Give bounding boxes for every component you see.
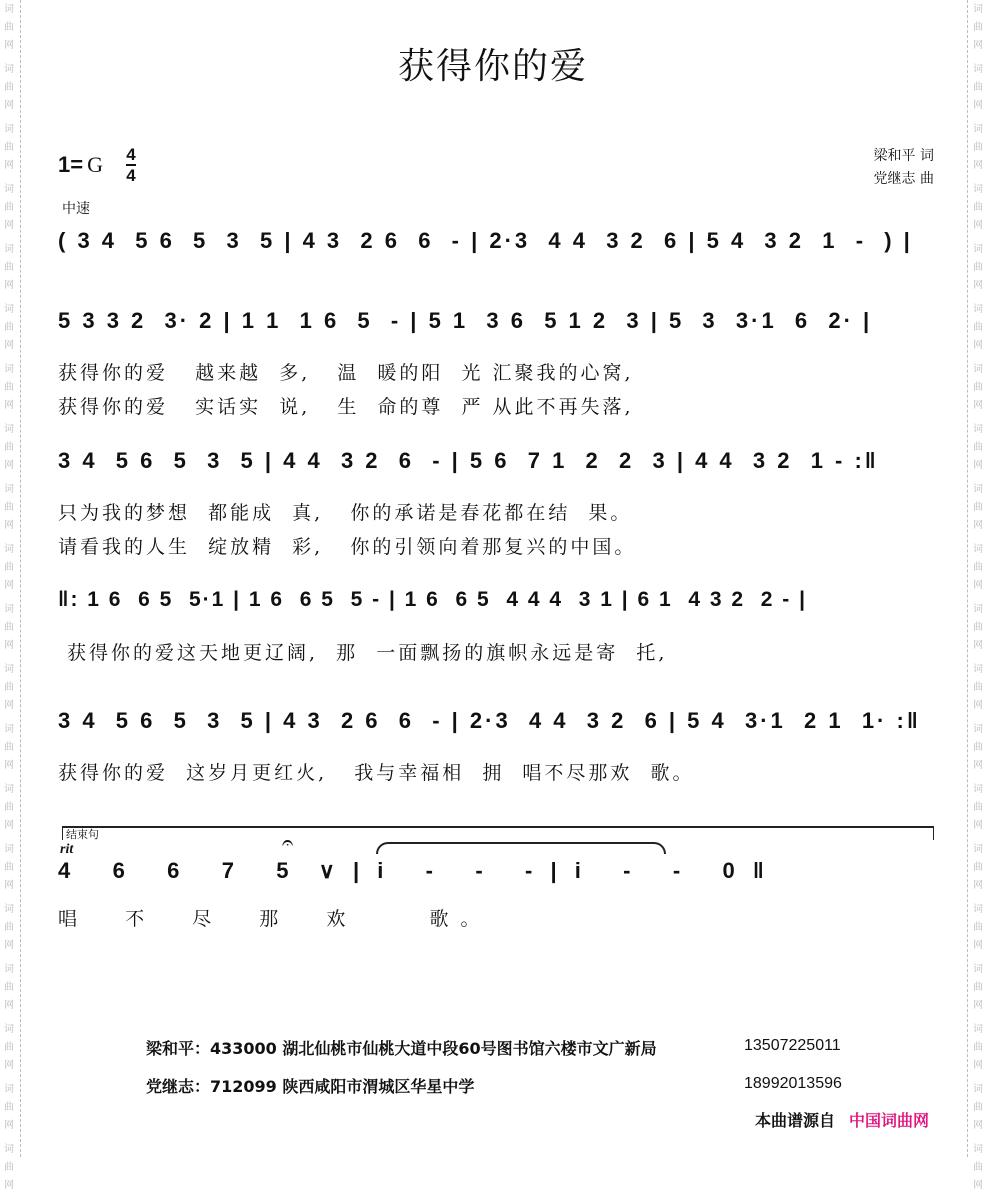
watermark-glyph: 网	[4, 400, 14, 411]
notation-row-ending	[58, 858, 934, 930]
watermark-glyph: 词	[4, 544, 14, 555]
watermark-glyph: 词	[4, 124, 14, 135]
watermark-glyph: 词	[973, 784, 983, 795]
watermark-glyph: 词	[4, 1024, 14, 1035]
watermark-glyph: 曲	[973, 922, 983, 933]
watermark-glyph: 网	[4, 580, 14, 591]
lyric-line-1: 唱 不 尽 那 欢 歌。	[58, 908, 492, 930]
lyric-line-1: 只为我的梦想 都能成 真, 你的承诺是春花都在结 果。	[58, 502, 633, 524]
watermark-glyph: 网	[4, 700, 14, 711]
watermark-glyph: 曲	[4, 142, 14, 153]
watermark-glyph: 词	[4, 304, 14, 315]
watermark-glyph: 词	[4, 184, 14, 195]
watermark-glyph: 曲	[4, 622, 14, 633]
contact-composer: 党继志：712099 陕西咸阳市渭城区华星中学	[146, 1077, 475, 1096]
tempo-marking: 中速	[62, 201, 90, 217]
jianpu-notes: 4 6 6 7 5 ∨ | i - - - | i - - 0 ‖	[58, 858, 770, 883]
lyric-line-2: 请看我的人生 绽放精 彩, 你的引领向着那复兴的中国。	[58, 536, 637, 558]
watermark-glyph: 词	[973, 244, 983, 255]
watermark-glyph: 曲	[973, 682, 983, 693]
watermark-glyph: 词	[4, 904, 14, 915]
watermark-glyph: 网	[973, 520, 983, 531]
watermark-glyph: 网	[4, 160, 14, 171]
watermark-glyph: 词	[4, 484, 14, 495]
watermark-glyph: 网	[973, 940, 983, 951]
watermark-glyph: 词	[4, 844, 14, 855]
watermark-glyph: 曲	[973, 862, 983, 873]
watermark-glyph: 词	[973, 424, 983, 435]
watermark-glyph: 曲	[973, 1102, 983, 1113]
watermark-glyph: 曲	[973, 502, 983, 513]
watermark-glyph: 网	[973, 700, 983, 711]
watermark-glyph: 曲	[4, 322, 14, 333]
watermark-glyph: 网	[4, 640, 14, 651]
time-signature: 4 4	[126, 145, 136, 185]
song-title: 获得你的爱	[397, 46, 588, 87]
watermark-glyph: 词	[973, 1144, 983, 1155]
jianpu-notes: 3 4 5 6 5 3 5 | 4 3 2 6 6 - | 2·3 4 4 3 2 6 | 5 4 3·1 2 1 1· :‖	[58, 708, 921, 733]
fermata-icon: 𝄐	[282, 830, 294, 854]
watermark-glyph: 词	[973, 904, 983, 915]
watermark-glyph: 曲	[4, 202, 14, 213]
watermark-glyph: 网	[973, 100, 983, 111]
watermark-glyph: 词	[973, 64, 983, 75]
watermark-glyph: 网	[4, 880, 14, 891]
watermark-glyph: 词	[973, 364, 983, 375]
watermark-glyph: 网	[973, 340, 983, 351]
watermark-glyph: 词	[4, 604, 14, 615]
watermark-glyph: 网	[4, 280, 14, 291]
watermark-glyph: 网	[4, 1000, 14, 1011]
watermark-glyph: 曲	[4, 1102, 14, 1113]
watermark-glyph: 词	[4, 424, 14, 435]
watermark-glyph: 曲	[4, 82, 14, 93]
watermark-glyph: 曲	[973, 382, 983, 393]
jianpu-notes: 3 4 5 6 5 3 5 | 4 4 3 2 6 - | 5 6 7 1 2 2 3 | 4 4 3 2 1 - :‖	[58, 448, 879, 473]
watermark-glyph: 词	[973, 1024, 983, 1035]
ritardando-marking: rit	[60, 842, 74, 857]
watermark-glyph: 词	[973, 1084, 983, 1095]
watermark-glyph: 网	[973, 1060, 983, 1071]
watermark-glyph: 网	[4, 520, 14, 531]
notation-row-verse-1	[58, 308, 934, 418]
watermark-glyph: 词	[973, 484, 983, 495]
watermark-glyph: 网	[973, 640, 983, 651]
watermark-glyph: 网	[973, 760, 983, 771]
watermark-glyph: 曲	[4, 562, 14, 573]
watermark-glyph: 曲	[973, 562, 983, 573]
jianpu-notes: ( 3 4 5 6 5 3 5 | 4 3 2 6 6 - | 2·3 4 4 3 2 6 | 5 4 3 2 1 - ) |	[58, 228, 913, 253]
watermark-glyph: 词	[4, 784, 14, 795]
notation-row-intro	[58, 228, 934, 268]
watermark-glyph: 曲	[4, 442, 14, 453]
watermark-glyph: 曲	[973, 202, 983, 213]
watermark-glyph: 曲	[973, 82, 983, 93]
phone-composer: 18992013596	[744, 1075, 842, 1092]
watermark-glyph: 词	[973, 184, 983, 195]
lyric-line-1: 获得你的爱 越来越 多, 温 暖的阳 光 汇聚我的心窝,	[58, 362, 634, 384]
phone-lyricist: 13507225011	[744, 1037, 841, 1054]
watermark-glyph: 曲	[973, 22, 983, 33]
watermark-glyph: 词	[4, 664, 14, 675]
lyric-line-1: 获得你的爱 这岁月更红火, 我与幸福相 拥 唱不尽那欢 歌。	[58, 762, 695, 784]
watermark-glyph: 曲	[4, 1042, 14, 1053]
right-watermark-strip	[967, 0, 986, 1191]
watermark-glyph: 词	[973, 844, 983, 855]
lyricist-credit: 梁和平 词	[873, 148, 934, 164]
watermark-glyph: 词	[973, 964, 983, 975]
watermark-glyph: 网	[973, 880, 983, 891]
watermark-glyph: 词	[4, 244, 14, 255]
watermark-glyph: 网	[4, 460, 14, 471]
watermark-glyph: 词	[973, 544, 983, 555]
watermark-glyph: 曲	[4, 22, 14, 33]
watermark-glyph: 词	[4, 64, 14, 75]
watermark-glyph: 曲	[973, 1162, 983, 1173]
watermark-glyph: 网	[4, 340, 14, 351]
watermark-glyph: 网	[973, 400, 983, 411]
watermark-glyph: 曲	[973, 1042, 983, 1053]
watermark-glyph: 网	[973, 160, 983, 171]
watermark-glyph: 网	[4, 1120, 14, 1131]
watermark-glyph: 网	[973, 1000, 983, 1011]
notation-row-chorus-1	[58, 588, 934, 664]
watermark-glyph: 网	[973, 220, 983, 231]
credits	[874, 145, 934, 191]
watermark-glyph: 网	[4, 940, 14, 951]
contact-lyricist: 梁和平：433000 湖北仙桃市仙桃大道中段60号图书馆六楼市文广新局	[146, 1039, 657, 1058]
watermark-glyph: 曲	[973, 802, 983, 813]
watermark-glyph: 词	[973, 604, 983, 615]
watermark-glyph: 曲	[4, 262, 14, 273]
watermark-glyph: 曲	[4, 802, 14, 813]
watermark-glyph: 词	[973, 124, 983, 135]
ending-bracket	[62, 826, 934, 840]
source-site-link[interactable]: 中国词曲网	[849, 1111, 930, 1130]
watermark-glyph: 词	[4, 364, 14, 375]
watermark-glyph: 网	[4, 1060, 14, 1071]
watermark-glyph: 词	[4, 4, 14, 15]
watermark-glyph: 网	[4, 1180, 14, 1191]
watermark-glyph: 网	[4, 760, 14, 771]
key-signature: 1= G	[58, 152, 103, 177]
watermark-glyph: 网	[973, 580, 983, 591]
watermark-glyph: 网	[973, 280, 983, 291]
watermark-glyph: 词	[4, 1144, 14, 1155]
watermark-glyph: 曲	[973, 622, 983, 633]
watermark-glyph: 词	[4, 964, 14, 975]
watermark-glyph: 曲	[4, 742, 14, 753]
watermark-glyph: 曲	[4, 682, 14, 693]
notation-row-verse-2	[58, 448, 934, 558]
notation-row-chorus-2	[58, 708, 934, 784]
watermark-glyph: 网	[973, 460, 983, 471]
source-attribution: 本曲谱源自 中国词曲网	[755, 1111, 930, 1130]
lyric-line-1: 获得你的爱这天地更辽阔, 那 一面飘扬的旗帜永远是寄 托,	[58, 642, 668, 664]
watermark-glyph: 词	[4, 724, 14, 735]
watermark-glyph: 网	[973, 820, 983, 831]
watermark-glyph: 词	[973, 4, 983, 15]
watermark-glyph: 网	[4, 220, 14, 231]
left-watermark-strip	[0, 0, 21, 1191]
jianpu-notes: 5 3 3 2 3· 2 | 1 1 1 6 5 - | 5 1 3 6 5 1 2 3 | 5 3 3·1 6 2· |	[58, 308, 873, 333]
watermark-glyph: 曲	[973, 982, 983, 993]
watermark-glyph: 曲	[4, 922, 14, 933]
watermark-glyph: 词	[973, 304, 983, 315]
watermark-glyph: 词	[4, 1084, 14, 1095]
watermark-glyph: 曲	[4, 502, 14, 513]
watermark-glyph: 曲	[4, 382, 14, 393]
watermark-glyph: 曲	[973, 322, 983, 333]
watermark-glyph: 网	[4, 40, 14, 51]
watermark-glyph: 网	[973, 1180, 983, 1191]
ending-label: 结束句	[66, 828, 99, 841]
composer-credit: 党继志 曲	[873, 171, 934, 187]
tie-icon	[376, 842, 666, 854]
watermark-glyph: 曲	[4, 982, 14, 993]
watermark-glyph: 曲	[4, 1162, 14, 1173]
watermark-glyph: 曲	[973, 742, 983, 753]
jianpu-notes: ‖: 1 6 6 5 5·1 | 1 6 6 5 5 - | 1 6 6 5 4 4 4 3 1 | 6 1 4 3 2 2 - |	[58, 588, 807, 611]
watermark-glyph: 网	[4, 100, 14, 111]
watermark-glyph: 曲	[4, 862, 14, 873]
lyric-line-2: 获得你的爱 实话实 说, 生 命的尊 严 从此不再失落,	[58, 396, 634, 418]
watermark-glyph: 词	[973, 724, 983, 735]
watermark-glyph: 网	[4, 820, 14, 831]
watermark-glyph: 曲	[973, 142, 983, 153]
watermark-glyph: 曲	[973, 262, 983, 273]
watermark-glyph: 词	[973, 664, 983, 675]
watermark-glyph: 网	[973, 40, 983, 51]
watermark-glyph: 曲	[973, 442, 983, 453]
watermark-glyph: 网	[973, 1120, 983, 1131]
